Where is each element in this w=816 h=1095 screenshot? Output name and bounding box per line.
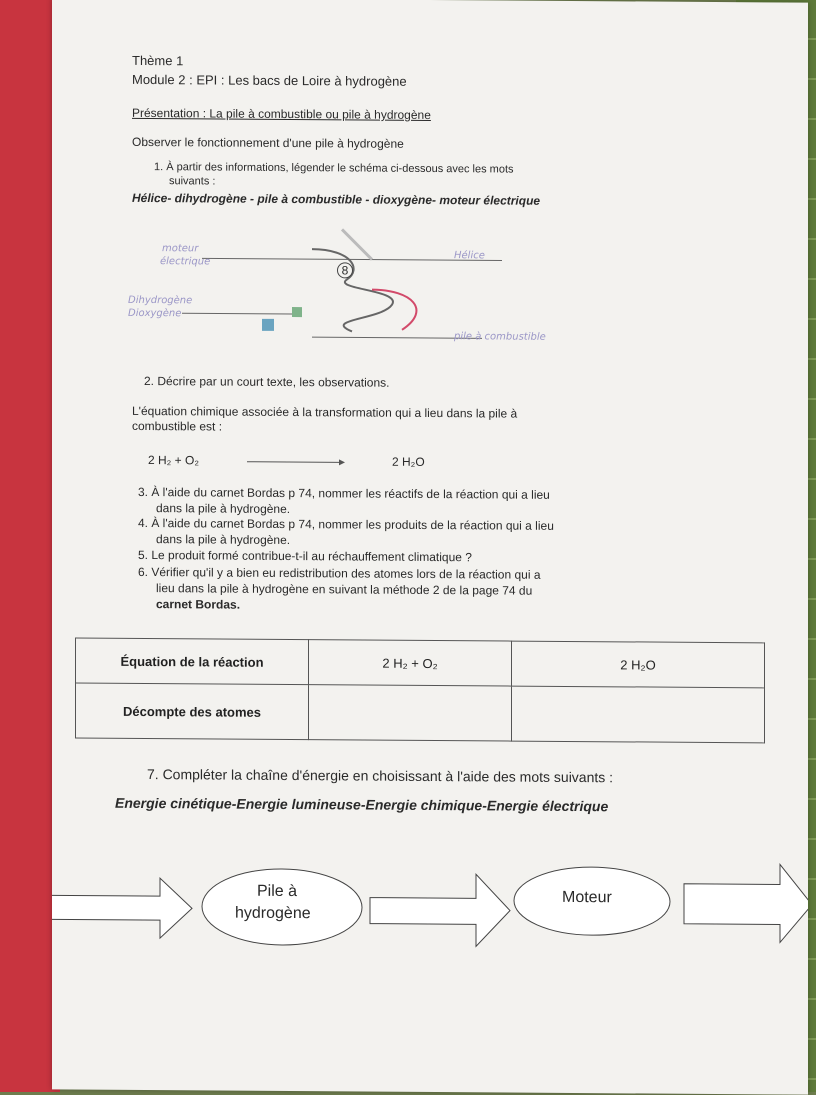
q3-line1: 3. À l'aide du carnet Bordas p 74, nommer les réactifs de la réaction qui a lieu xyxy=(138,484,550,502)
answer-cell-products[interactable] xyxy=(512,686,765,743)
answer-cell-reactants[interactable] xyxy=(309,685,512,741)
module-title: Module 2 : EPI : Les bacs de Loire à hydrogène xyxy=(132,71,407,89)
worksheet-page xyxy=(52,0,808,1095)
energy-answer-2[interactable] xyxy=(377,900,472,923)
q7-title: 7. Compléter la chaîne d'énergie en choisissant à l'aide des mots suivants : xyxy=(147,766,614,786)
reaction-arrow xyxy=(247,457,347,468)
label-moteur: moteur xyxy=(162,243,199,255)
q1-words: Hélice- dihydrogène - pile à combustible - dioxygène- moteur électrique xyxy=(132,190,541,208)
eq-intro-1: L'équation chimique associée à la transformation qui a lieu dans la pile à xyxy=(132,403,518,421)
row-reactants: 2 H₂ + O₂ xyxy=(309,640,512,686)
chain-node-moteur: Moteur xyxy=(562,888,612,907)
theme-label: Thème 1 xyxy=(132,52,184,69)
chain-node-pile-l2: hydrogène xyxy=(235,904,311,923)
q2-title: 2. Décrire par un court texte, les observations. xyxy=(144,374,390,390)
label-pile: pile à combustible xyxy=(454,331,546,343)
label-dihydrogene: Dihydrogène xyxy=(128,294,193,307)
q1-line1: 1. À partir des informations, légender le schéma ci-dessous avec les mots xyxy=(154,161,514,176)
q6-line1: 6. Vérifier qu'il y a bien eu redistribution des atomes lors de la réaction qui a xyxy=(138,564,541,582)
q4-line2: dans la pile à hydrogène. xyxy=(156,532,291,548)
chain-node-pile-l1: Pile à xyxy=(257,882,298,901)
presentation-title: Présentation : La pile à combustible ou pile à hydrogène xyxy=(132,105,431,123)
row-label-atoms: Décompte des atomes xyxy=(76,683,309,740)
label-electrique: électrique xyxy=(160,256,211,268)
q4-line1: 4. À l'aide du carnet Bordas p 74, nommer les produits de la réaction qui a lieu xyxy=(138,515,554,533)
q3-line2: dans la pile à hydrogène. xyxy=(156,501,291,517)
q1-line2: suivants : xyxy=(169,175,216,188)
energy-answer-3[interactable] xyxy=(692,887,777,924)
fuel-cell-schema xyxy=(122,218,662,362)
observer-text: Observer le fonctionnement d'une pile à hydrogène xyxy=(132,134,404,151)
atom-count-table xyxy=(75,638,765,744)
row-label-equation: Équation de la réaction xyxy=(76,638,309,685)
equation-reactants: 2 H₂ + O₂ xyxy=(148,453,199,468)
row-products: 2 H₂O xyxy=(512,641,765,688)
label-helice: Hélice xyxy=(454,250,485,262)
q5-line1: 5. Le produit formé contribue-t-il au réchauffement climatique ? xyxy=(138,547,472,565)
table-row xyxy=(76,683,765,743)
q6-line3: carnet Bordas. xyxy=(156,597,241,612)
eq-intro-2: combustible est : xyxy=(132,418,223,434)
table-row xyxy=(76,638,765,688)
energy-answer-1[interactable] xyxy=(62,897,152,918)
q7-words: Energie cinétique-Energie lumineuse-Energie chimique-Energie électrique xyxy=(115,794,609,815)
marker-8: 8 xyxy=(337,262,353,278)
equation-products: 2 H₂O xyxy=(392,454,425,469)
q6-line2: lieu dans la pile à hydrogène en suivant la méthode 2 de la page 74 du xyxy=(156,581,533,598)
label-dioxygene: Dioxygène xyxy=(128,307,182,320)
background-red-folder xyxy=(0,0,60,1092)
